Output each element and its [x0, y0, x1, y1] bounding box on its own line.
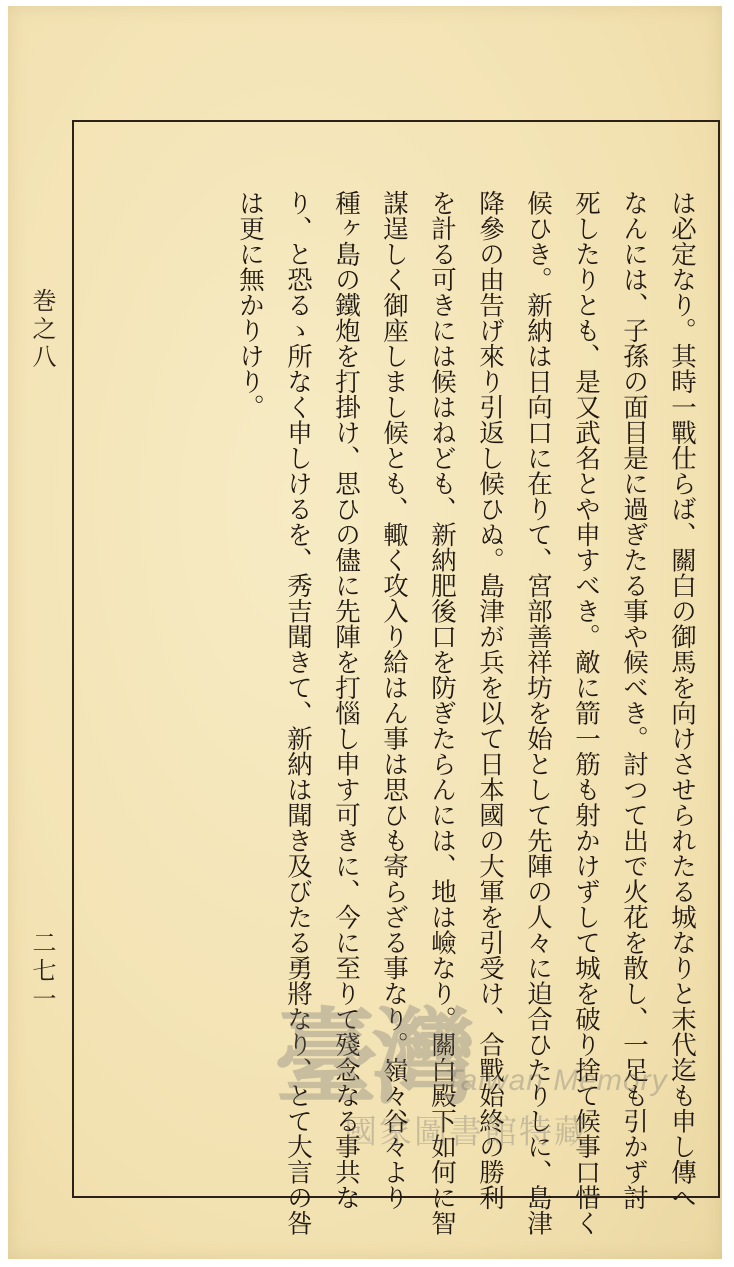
text-line: 降參の由告げ來り引返し候ひぬ。島津が兵を以て日本國の大軍を引受け、合戰始終の勝利 — [475, 190, 505, 1210]
volume-title: 巻之八 — [28, 288, 56, 372]
text-line: は必定なり。其時一戰仕らば、關白の御馬を向けさせられたる城なりと末代迄も申し傳へ — [667, 190, 697, 1210]
text-line: 死したりとも、是又武名とや申すべき。敵に箭一筋も射かけずして城を破り捨て候事口惜く — [571, 190, 601, 1236]
text-line: 候ひき。新納は日向口に在りて、宮部善祥坊を始として先陣の人々に迫合ひたりしに、島津 — [523, 190, 553, 1236]
watermark-latin-text: Taiwan Memory — [444, 1064, 668, 1097]
text-line: なんには、子孫の面目是に過ぎたる事や候べき。討つて出で火花を散し、一足も引かず討 — [619, 190, 649, 1210]
text-line: を計る可きには候はねども、新納肥後口を防ぎたらんには、地は嶮なり。關白殿下如何に智 — [427, 190, 457, 1236]
text-line: 謀逞しく御座しまし候とも、輙く攻入り給はん事は思ひも寄らざる事なり。嶺々谷々より — [379, 190, 409, 1210]
watermark-subtitle: 國家圖書館特藏 — [344, 1112, 589, 1151]
book-page — [8, 6, 722, 1259]
text-line: り、と恐るゝ所なく申しけるを、秀吉聞きて、新納は聞き及びたる勇將なり、とて大言の咎 — [283, 190, 313, 1236]
text-line: 種ヶ島の鐵炮を打掛け、思ひの儘に先陣を打惱し申す可きに、今に至りて殘念なる事共な — [331, 190, 361, 1210]
library-watermark — [274, 974, 714, 1164]
watermark-large-text: 臺灣 — [274, 996, 471, 1119]
text-line: は更に無かりけり。 — [235, 190, 265, 420]
page-number: 二七一 — [28, 930, 56, 1014]
